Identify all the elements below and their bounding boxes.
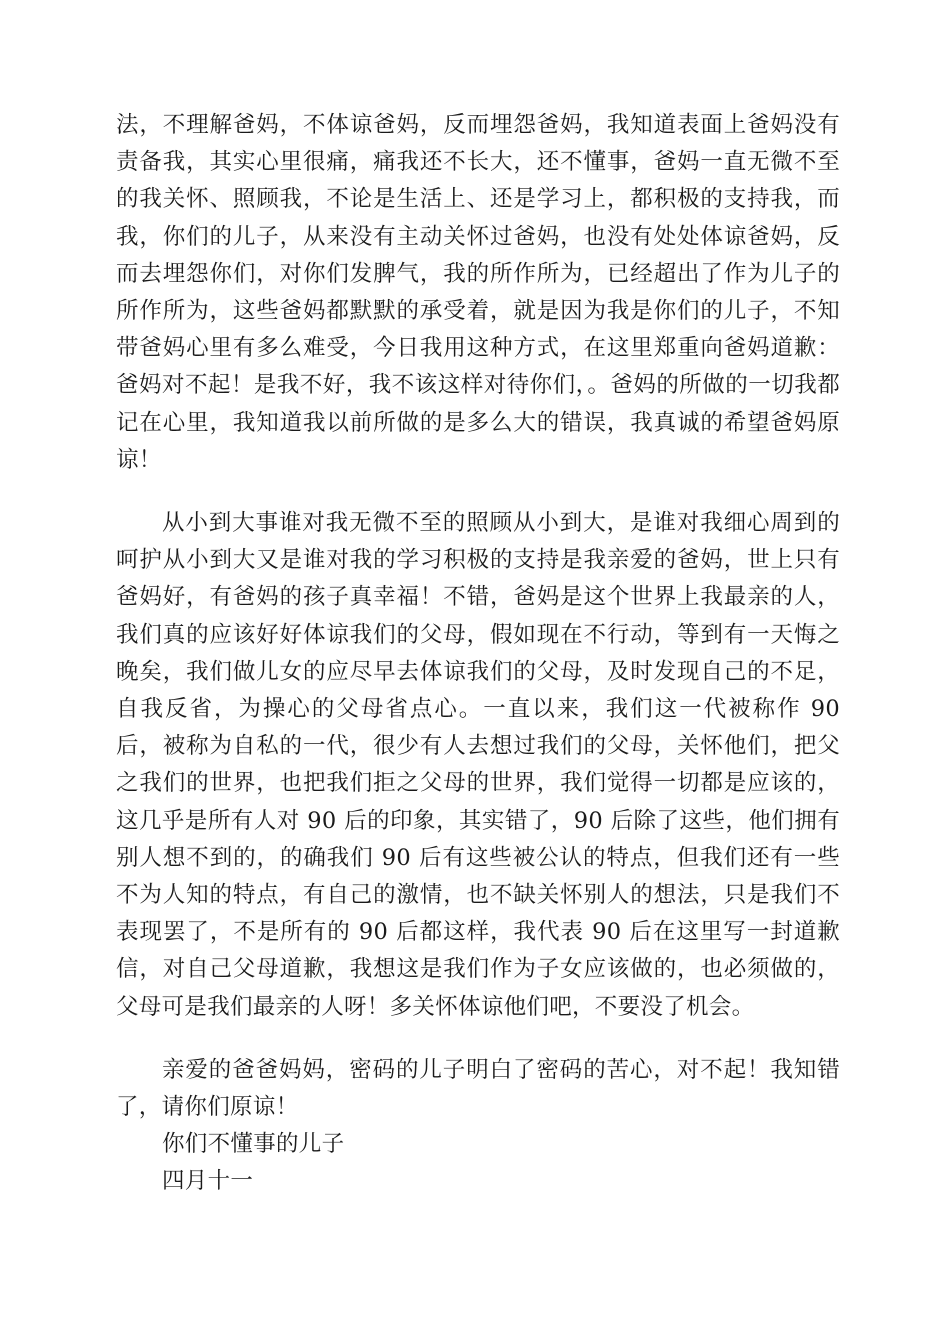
paragraph-childhood: 从小到大事谁对我无微不至的照顾从小到大，是谁对我细心周到的呵护从小到大又是谁对我的学习积极的支持是我亲爱的爸妈，世上只有爸妈好，有爸妈的孩子真幸福！不错，爸妈是这个世界上我最亲的人，我们真的应该好好体谅我们的父母，假如现在不行动，等到有一天悔之晚矣，我们做儿女的应尽早去体谅我们的父母，及时发现自己的不足，自我反省，为操心的父母省点心。一直以来，我们这一代被称作 90 后，被称为自私的一代，很少有人去想过我们的父母，关怀他们，把父之我们的世界，也把我们拒之父母的世界，我们觉得一切都是应该的，这几乎是所有人对 90 后的印象，其实错了，90 后除了这些，他们拥有别人想不到的，的确我们 90 后有这些被公认的特点，但我们还有一些不为人知的特点，有自己的激情，也不缺关怀别人的想法，只是我们不表现罢了，不是所有的 90 后都这样，我代表 90 后在这里写一封道歉信，对自己父母道歉，我想这是我们作为子女应该做的，也必须做的，父母可是我们最亲的人呀！多关怀体谅他们吧，不要没了机会。 bbox=[116, 510, 840, 1020]
letter-body bbox=[116, 107, 840, 1201]
paragraph-apology: 亲爱的爸爸妈妈，密码的儿子明白了密码的苦心，对不起！我知错了，请你们原谅！ bbox=[116, 1056, 840, 1121]
paragraph-continuation: 法，不理解爸妈，不体谅爸妈，反而埋怨爸妈，我知道表面上爸妈没有责备我，其实心里很痛，痛我还不长大，还不懂事，爸妈一直无微不至的我关怀、照顾我，不论是生活上、还是学习上，都积极的支持我，而我，你们的儿子，从来没有主动关怀过爸妈，也没有处处体谅爸妈，反而去埋怨你们，对你们发脾气，我的所作所为，已经超出了作为儿子的所作所为，这些爸妈都默默的承受着，就是因为我是你们的儿子，不知带爸妈心里有多么难受，今日我用这种方式，在这里郑重向爸妈道歉：爸妈对不起！是我不好，我不该这样对待你们，。爸妈的所做的一切我都记在心里，我知道我以前所做的是多么大的错误，我真诚的希望爸妈原谅！ bbox=[116, 112, 840, 473]
signature: 你们不懂事的儿子 bbox=[162, 1131, 345, 1158]
date: 四月十一 bbox=[162, 1168, 254, 1195]
